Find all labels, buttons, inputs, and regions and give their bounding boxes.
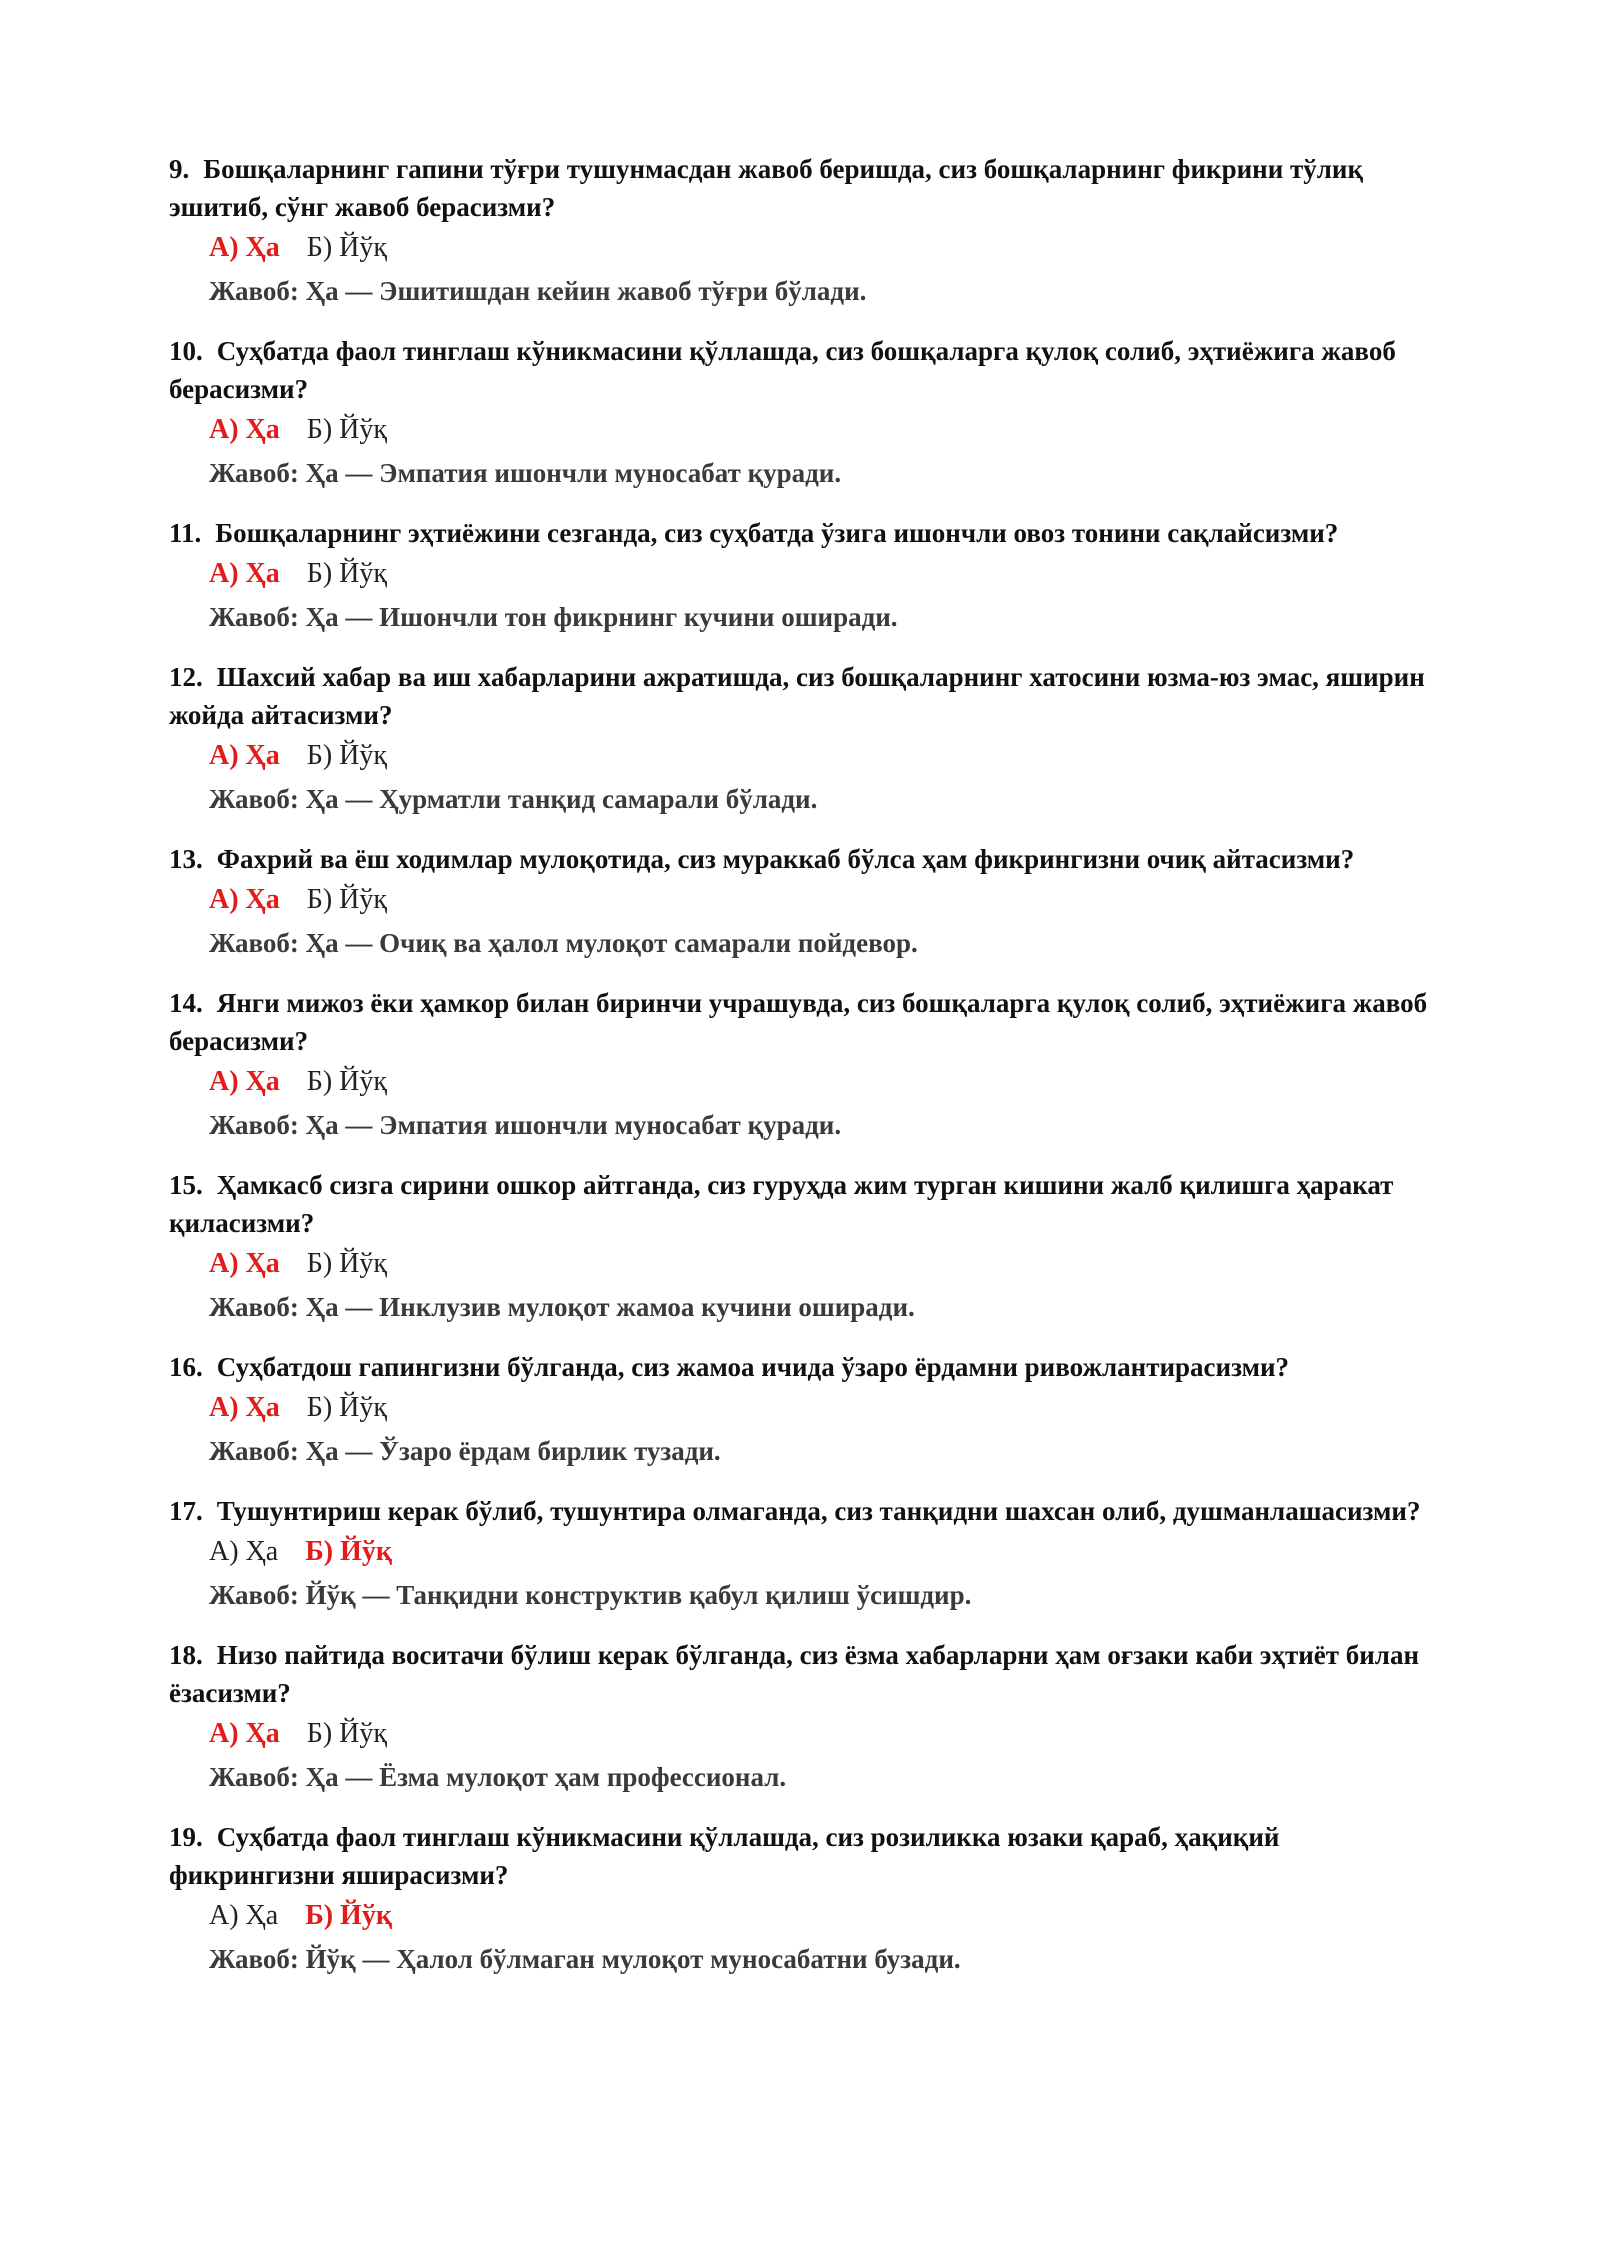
question-text: [169, 658, 1449, 734]
option-b[interactable]: Б) Йўқ: [306, 1718, 387, 1749]
question-number: 13.: [169, 844, 203, 874]
question-number: 19.: [169, 1822, 203, 1852]
question-body: Тушунтириш керак бўлиб, тушунтира олмаганда, сиз танқидни шахсан олиб, душманлашасизми?: [216, 1496, 1421, 1526]
question-block: [169, 150, 1449, 310]
answer-explanation: Жавоб: Ҳа — Эмпатия ишончли муносабат қуради.: [209, 1110, 842, 1140]
option-a[interactable]: А) Ҳа: [209, 558, 280, 589]
answer-explanation: Жавоб: Ҳа — Инклузив мулоқот жамоа кучини оширади.: [209, 1292, 915, 1322]
question-block: [169, 984, 1449, 1144]
question-number: 18.: [169, 1640, 203, 1670]
question-number: 17.: [169, 1496, 203, 1526]
quiz-page: [169, 150, 1449, 2000]
answer-explanation: Жавоб: Ҳа — Ишончли тон фикрнинг кучини оширади.: [209, 602, 898, 632]
question-block: [169, 1818, 1449, 1978]
question-body: Суҳбатдош гапингизни бўлганда, сиз жамоа ичида ўзаро ёрдамни ривожлантирасизми?: [216, 1352, 1290, 1382]
answer-options: [209, 410, 1449, 450]
question-number: 9.: [169, 154, 190, 184]
option-b[interactable]: Б) Йўқ: [306, 232, 387, 263]
question-number: 10.: [169, 336, 203, 366]
question-block: [169, 1166, 1449, 1326]
option-a[interactable]: А) Ҳа: [209, 232, 280, 263]
option-b[interactable]: Б) Йўқ: [306, 884, 387, 915]
option-a[interactable]: А) Ҳа: [209, 414, 280, 445]
answer-options: [209, 1244, 1449, 1284]
option-a[interactable]: А) Ҳа: [209, 1392, 280, 1423]
option-b[interactable]: Б) Йўқ: [305, 1900, 392, 1931]
question-text: [169, 984, 1449, 1060]
question-block: [169, 514, 1449, 636]
option-a[interactable]: А) Ҳа: [209, 1536, 279, 1567]
answer-options: [209, 880, 1449, 920]
answer-explanation: Жавоб: Йўқ — Ҳалол бўлмаган мулоқот муносабатни бузади.: [209, 1944, 961, 1974]
answer-options: [209, 1714, 1449, 1754]
question-number: 14.: [169, 988, 203, 1018]
answer-options: [209, 736, 1449, 776]
question-text: [169, 1636, 1449, 1712]
option-b[interactable]: Б) Йўқ: [306, 740, 387, 771]
question-block: [169, 1636, 1449, 1796]
question-number: 11.: [169, 518, 202, 548]
question-body: Суҳбатда фаол тинглаш кўникмасини қўллашда, сиз розиликка юзаки қараб, ҳақиқий фикрингизни яширасизми?: [169, 1822, 1280, 1890]
question-body: Бошқаларнинг эҳтиёжини сезганда, сиз суҳбатда ўзига ишончли овоз тонини сақлайсизми?: [215, 518, 1339, 548]
option-b[interactable]: Б) Йўқ: [306, 558, 387, 589]
question-number: 15.: [169, 1170, 203, 1200]
question-text: [169, 514, 1449, 552]
question-text: [169, 1492, 1449, 1530]
question-block: [169, 658, 1449, 818]
option-a[interactable]: А) Ҳа: [209, 1248, 280, 1279]
option-a[interactable]: А) Ҳа: [209, 1718, 280, 1749]
answer-options: [209, 1388, 1449, 1428]
question-text: [169, 840, 1449, 878]
question-block: [169, 840, 1449, 962]
answer-explanation: Жавоб: Ҳа — Ҳурматли танқид самарали бўлади.: [209, 784, 818, 814]
answer-explanation: Жавоб: Ҳа — Очиқ ва ҳалол мулоқот самарали пойдевор.: [209, 928, 918, 958]
question-body: Фахрий ва ёш ходимлар мулоқотида, сиз мураккаб бўлса ҳам фикрингизни очиқ айтасизми?: [216, 844, 1355, 874]
answer-options: [209, 1532, 1449, 1572]
answer-options: [209, 1062, 1449, 1102]
option-b[interactable]: Б) Йўқ: [306, 414, 387, 445]
question-body: Ҳамкасб сизга сирини ошкор айтганда, сиз гуруҳда жим турган кишини жалб қилишга ҳаракат қиласизми?: [169, 1170, 1394, 1238]
question-text: [169, 1166, 1449, 1242]
question-body: Низо пайтида воситачи бўлиш керак бўлганда, сиз ёзма хабарларни ҳам оғзаки каби эҳтиёт билан ёзасизми?: [169, 1640, 1420, 1708]
question-body: Суҳбатда фаол тинглаш кўникмасини қўллашда, сиз бошқаларга қулоқ солиб, эҳтиёжига жавоб берасизми?: [169, 336, 1396, 404]
option-a[interactable]: А) Ҳа: [209, 1900, 279, 1931]
question-body: Шахсий хабар ва иш хабарларини ажратишда, сиз бошқаларнинг хатосини юзма-юз эмас, яширин жойда айтасизми?: [169, 662, 1425, 730]
option-a[interactable]: А) Ҳа: [209, 740, 280, 771]
answer-explanation: Жавоб: Ҳа — Эмпатия ишончли муносабат қуради.: [209, 458, 842, 488]
question-body: Бошқаларнинг гапини тўғри тушунмасдан жавоб беришда, сиз бошқаларнинг фикрини тўлиқ эшитиб, сўнг жавоб берасизми?: [169, 154, 1364, 222]
option-a[interactable]: А) Ҳа: [209, 1066, 280, 1097]
question-block: [169, 1348, 1449, 1470]
option-a[interactable]: А) Ҳа: [209, 884, 280, 915]
option-b[interactable]: Б) Йўқ: [306, 1066, 387, 1097]
question-text: [169, 150, 1449, 226]
option-b[interactable]: Б) Йўқ: [306, 1392, 387, 1423]
answer-options: [209, 1896, 1449, 1936]
answer-explanation: Жавоб: Ҳа — Ўзаро ёрдам бирлик тузади.: [209, 1436, 721, 1466]
option-b[interactable]: Б) Йўқ: [305, 1536, 392, 1567]
answer-options: [209, 228, 1449, 268]
question-text: [169, 1348, 1449, 1386]
question-body: Янги мижоз ёки ҳамкор билан биринчи учрашувда, сиз бошқаларга қулоқ солиб, эҳтиёжига жавоб берасизми?: [169, 988, 1428, 1056]
question-text: [169, 332, 1449, 408]
question-text: [169, 1818, 1449, 1894]
question-number: 16.: [169, 1352, 203, 1382]
answer-options: [209, 554, 1449, 594]
question-block: [169, 1492, 1449, 1614]
option-b[interactable]: Б) Йўқ: [306, 1248, 387, 1279]
question-number: 12.: [169, 662, 203, 692]
answer-explanation: Жавоб: Йўқ — Танқидни конструктив қабул қилиш ўсишдир.: [209, 1580, 972, 1610]
answer-explanation: Жавоб: Ҳа — Эшитишдан кейин жавоб тўғри бўлади.: [209, 276, 867, 306]
answer-explanation: Жавоб: Ҳа — Ёзма мулоқот ҳам профессионал.: [209, 1762, 787, 1792]
question-block: [169, 332, 1449, 492]
